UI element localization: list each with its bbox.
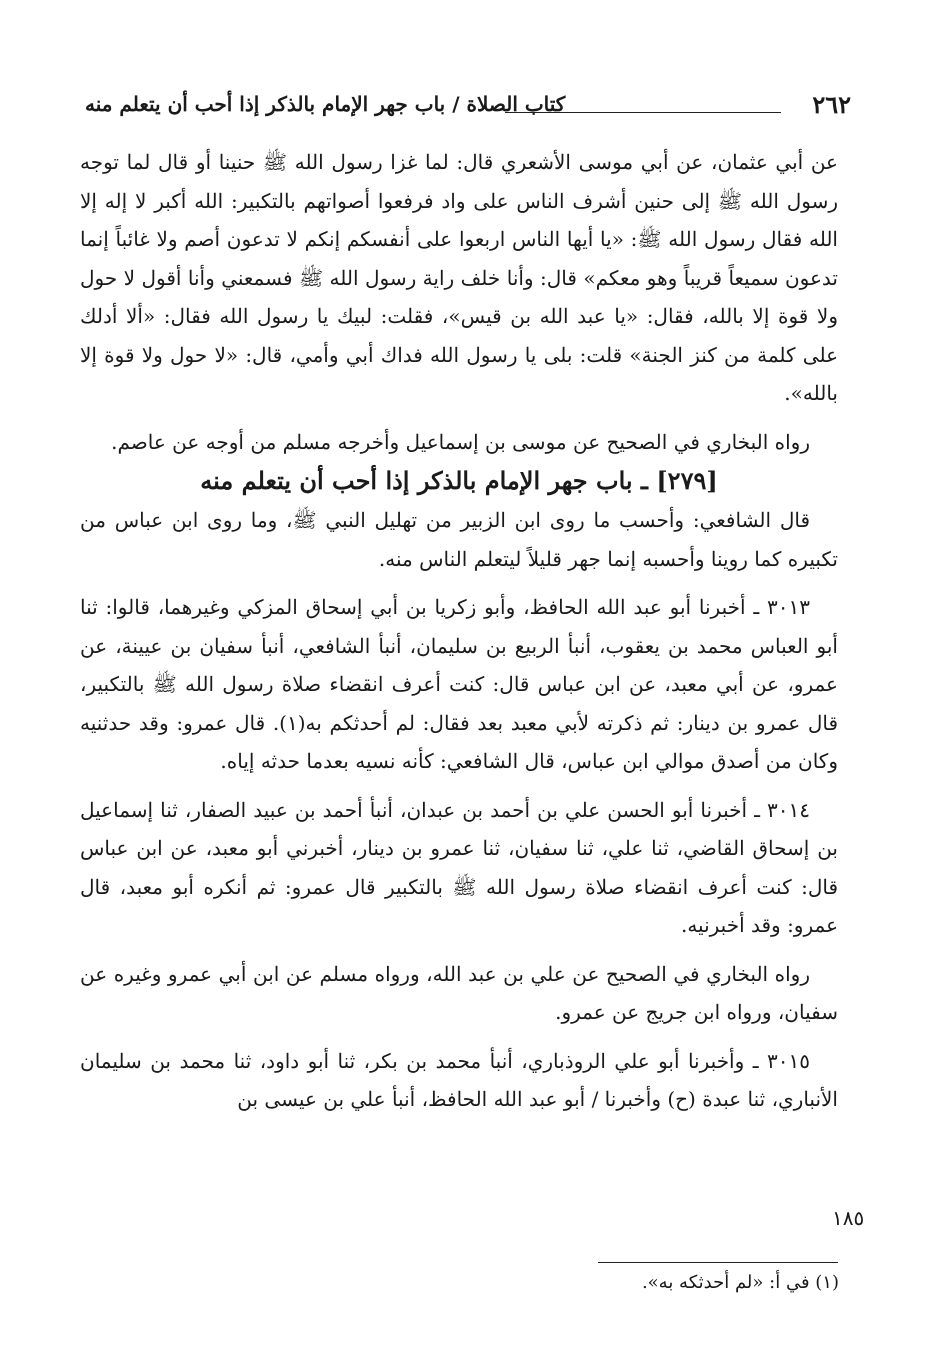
paragraph-shafii: قال الشافعي: وأحسب ما روى ابن الزبير من تهليل النبي ﷺ، وما روى ابن عباس من تكبيره كما روينا وأحسبه إنما جهر قليلاً ليتعلم الناس منه. <box>80 508 838 571</box>
paragraph-hadith-abu-musa: عن أبي عثمان، عن أبي موسى الأشعري قال: لما غزا رسول الله ﷺ حنينا أو قال لما توجه رسول الله ﷺ إلى حنين أشرف الناس على واد فرفعوا أصواتهم بالتكبير: الله أكبر لا إله إلا الله فقال رسول الله ﷺ: «يا أيها الناس اربعوا على أنفسكم إنكم لا تدعون أصم ولا غائباً إنما تدعون سميعاً قريباً وهو معكم» قال: وأنا خلف راية رسول الله ﷺ فسمعني وأنا أقول لا حول ولا قوة إلا بالله، فقال: «يا عبد الله بن قيس»، فقلت: لبيك يا رسول الله فقال: «ألا أدلك على كلمة من كنز الجنة» قلت: بلى يا رسول الله فداك أبي وأمي، قال: «لا حول ولا قوة إلا بالله». <box>80 150 838 405</box>
paragraph-3015: ٣٠١٥ ـ وأخبرنا أبو علي الروذباري، أنبأ محمد بن بكر، ثنا أبو داود، ثنا محمد بن سليمان الأنباري، ثنا عبدة (ح) وأخبرنا / أبو عبد الله الحافظ، أنبأ علي بن عيسى بن <box>80 1048 838 1111</box>
margin-manuscript-number: ١٨٥ <box>832 1206 865 1230</box>
running-title: كتاب الصلاة / باب جهر الإمام بالذكر إذا أحب أن يتعلم منه <box>85 92 566 116</box>
paragraph-3014: ٣٠١٤ ـ أخبرنا أبو الحسن علي بن أحمد بن عبدان، أنبأ أحمد بن عبيد الصفار، ثنا إسماعيل بن إسحاق القاضي، ثنا علي، ثنا سفيان، ثنا عمرو بن دينار، أخبرني أبو معبد، عن ابن عباس قال: كنت أعرف انقضاء صلاة رسول الله ﷺ بالتكبير قال عمرو: ثم أنكره أبو معبد، قال عمرو: وقد أخبرنيه. <box>80 797 838 937</box>
footnote-rule <box>598 1262 838 1263</box>
footnote: (١) في أ: «لم أحدثكه به». <box>641 1272 839 1293</box>
chapter-heading: [٢٧٩] ـ باب جهر الإمام بالذكر إذا أحب أن يتعلم منه <box>200 466 718 495</box>
page-number: ٢٦٢ <box>812 90 851 119</box>
main-text <box>80 143 838 1119</box>
running-header <box>85 90 851 122</box>
paragraph-bukhari-note: رواه البخاري في الصحيح عن موسى بن إسماعيل وأخرجه مسلم من أوجه عن عاصم. <box>111 429 810 454</box>
paragraph-3013: ٣٠١٣ ـ أخبرنا أبو عبد الله الحافظ، وأبو زكريا بن أبي إسحاق المزكي وغيرهما، قالوا: ثنا أبو العباس محمد بن يعقوب، أنبأ الربيع بن سليمان، أنبأ الشافعي، أنبأ سفيان بن عيينة، عن عمرو، عن أبي معبد، عن ابن عباس قال: كنت أعرف انقضاء صلاة رسول الله ﷺ بالتكبير، قال عمرو بن دينار: ثم ذكرته لأبي معبد بعد فقال: لم أحدثكم به(١). قال عمرو: وقد حدثنيه وكان من أصدق موالي ابن عباس، قال الشافعي: كأنه نسيه بعدما حدثه إياه. <box>80 595 839 773</box>
paragraph-bukhari-ali: رواه البخاري في الصحيح عن علي بن عبد الله، ورواه مسلم عن ابن أبي عمرو وغيره عن سفيان، ورواه ابن جريج عن عمرو. <box>80 961 838 1024</box>
